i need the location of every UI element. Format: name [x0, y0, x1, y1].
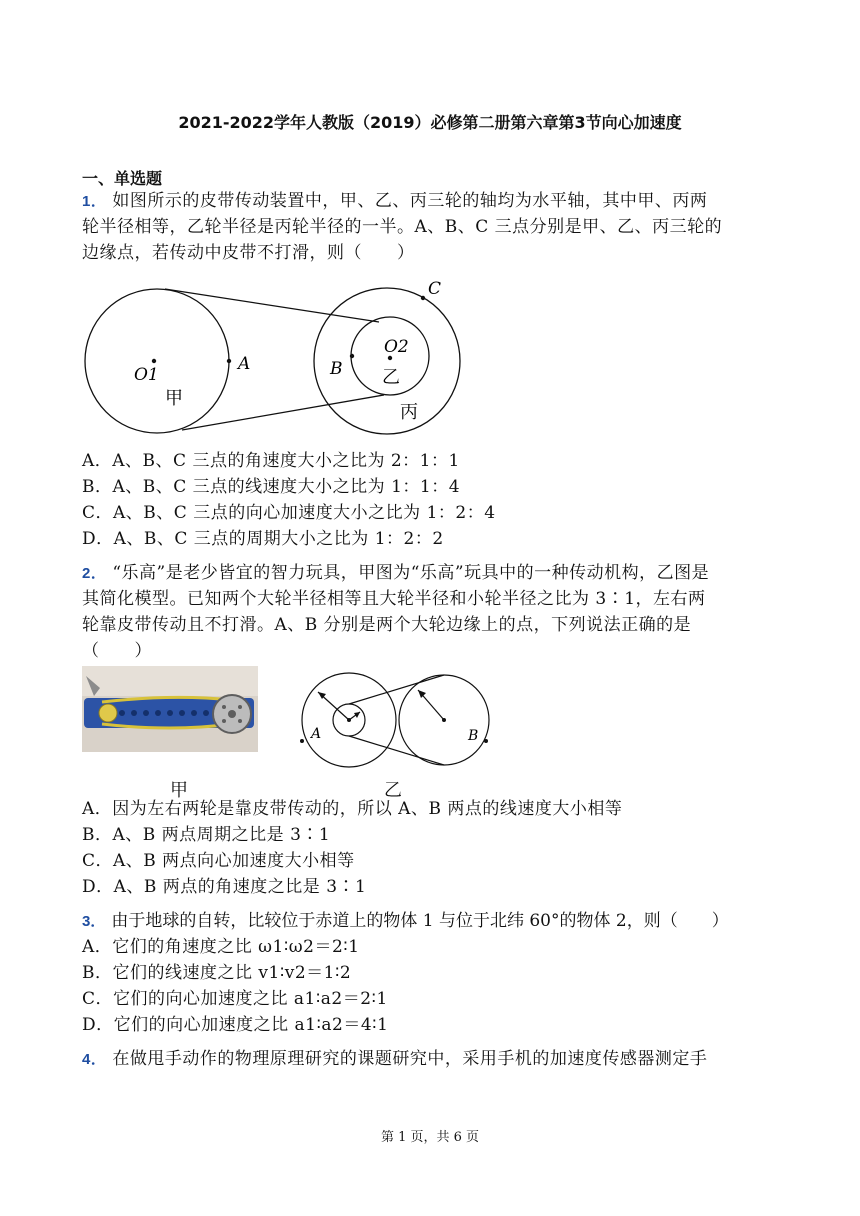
question-2-option-d: D．A、B 两点的角速度之比是 3∶1 [82, 877, 367, 897]
question-1-line-1: 1． 如图所示的皮带传动装置中，甲、乙、丙三轮的轴均为水平轴，其中甲、丙两 [82, 191, 708, 211]
photo-caption-jia: 甲 [170, 780, 188, 801]
question-2-line-2: 其简化模型。已知两个大轮半径相等且大轮半径和小轮半径之比为 3∶1，左右两 [82, 589, 706, 609]
label-b: B [330, 359, 343, 379]
question-1-option-c: C．A、B、C 三点的向心加速度大小之比为 1：2：4 [82, 503, 496, 523]
label-o1: O1 [134, 365, 159, 385]
question-3-option-b: B．它们的线速度之比 v1∶v2＝1∶2 [82, 963, 352, 983]
belt-bottom [182, 395, 384, 430]
wheel-jia [85, 289, 229, 433]
question-2-option-c: C．A、B 两点向心加速度大小相等 [82, 851, 355, 871]
question-3-option-a: A．它们的角速度之比 ω1∶ω2＝2∶1 [82, 937, 360, 957]
question-2-option-b: B．A、B 两点周期之比是 3∶1 [82, 825, 331, 845]
question-1-option-a: A．A、B、C 三点的角速度大小之比为 2：1：1 [82, 451, 460, 471]
figure-caption-yi: 乙 [384, 780, 402, 801]
label-c: C [428, 279, 442, 299]
question-1-option-b: B．A、B、C 三点的线速度大小之比为 1：1：4 [82, 477, 461, 497]
question-3-number: 3． [82, 913, 106, 930]
question-3-option-c: C．它们的向心加速度之比 a1∶a2＝2∶1 [82, 989, 388, 1009]
lego-photo [82, 666, 258, 752]
question-2-line-4: （ ） [82, 641, 152, 661]
label-b2: B [468, 728, 479, 744]
question-2-option-a: A．因为左右两轮是靠皮带传动的，所以 A、B 两点的线速度大小相等 [82, 799, 623, 819]
label-jia: 甲 [165, 388, 183, 409]
label-bing: 丙 [400, 402, 418, 423]
question-1-line-2: 轮半径相等，乙轮半径是丙轮半径的一半。A、B、C 三点分别是甲、乙、丙三轮的 [82, 217, 723, 237]
question-4-number: 4． [82, 1051, 107, 1068]
question-2-line-1: 2． “乐高”是老少皆宜的智力玩具，甲图为“乐高”玩具中的一种传动机构，乙图是 [82, 563, 710, 583]
label-a: A [238, 354, 251, 374]
question-2-number: 2． [82, 565, 107, 582]
question-3-option-d: D．它们的向心加速度之比 a1∶a2＝4∶1 [82, 1015, 389, 1035]
question-3-line-1: 3． 由于地球的自转，比较位于赤道上的物体 1 与位于北纬 60°的物体 2，则（ ） [82, 911, 729, 931]
page-title: 2021-2022学年人教版（2019）必修第二册第六章第3节向心加速度 [178, 113, 682, 132]
question-4-line-1: 4． 在做甩手动作的物理原理研究的课题研究中，采用手机的加速度传感器测定手 [82, 1049, 708, 1069]
belt-top [165, 289, 379, 322]
label-o2: O2 [384, 337, 409, 357]
label-a2: A [311, 726, 322, 742]
question-1-figure [82, 276, 482, 436]
section-heading: 一、单选题 [82, 169, 163, 188]
question-1-option-d: D．A、B、C 三点的周期大小之比为 1：2：2 [82, 529, 444, 549]
question-1-line-3: 边缘点，若传动中皮带不打滑，则（ ） [82, 243, 415, 263]
question-2-line-3: 轮靠皮带传动且不打滑。A、B 分别是两个大轮边缘上的点，下列说法正确的是 [82, 615, 692, 635]
label-yi: 乙 [382, 367, 400, 388]
question-2-figure [298, 668, 498, 768]
page-footer: 第 1 页，共 6 页 [380, 1130, 480, 1145]
question-1-number: 1． [82, 193, 107, 210]
